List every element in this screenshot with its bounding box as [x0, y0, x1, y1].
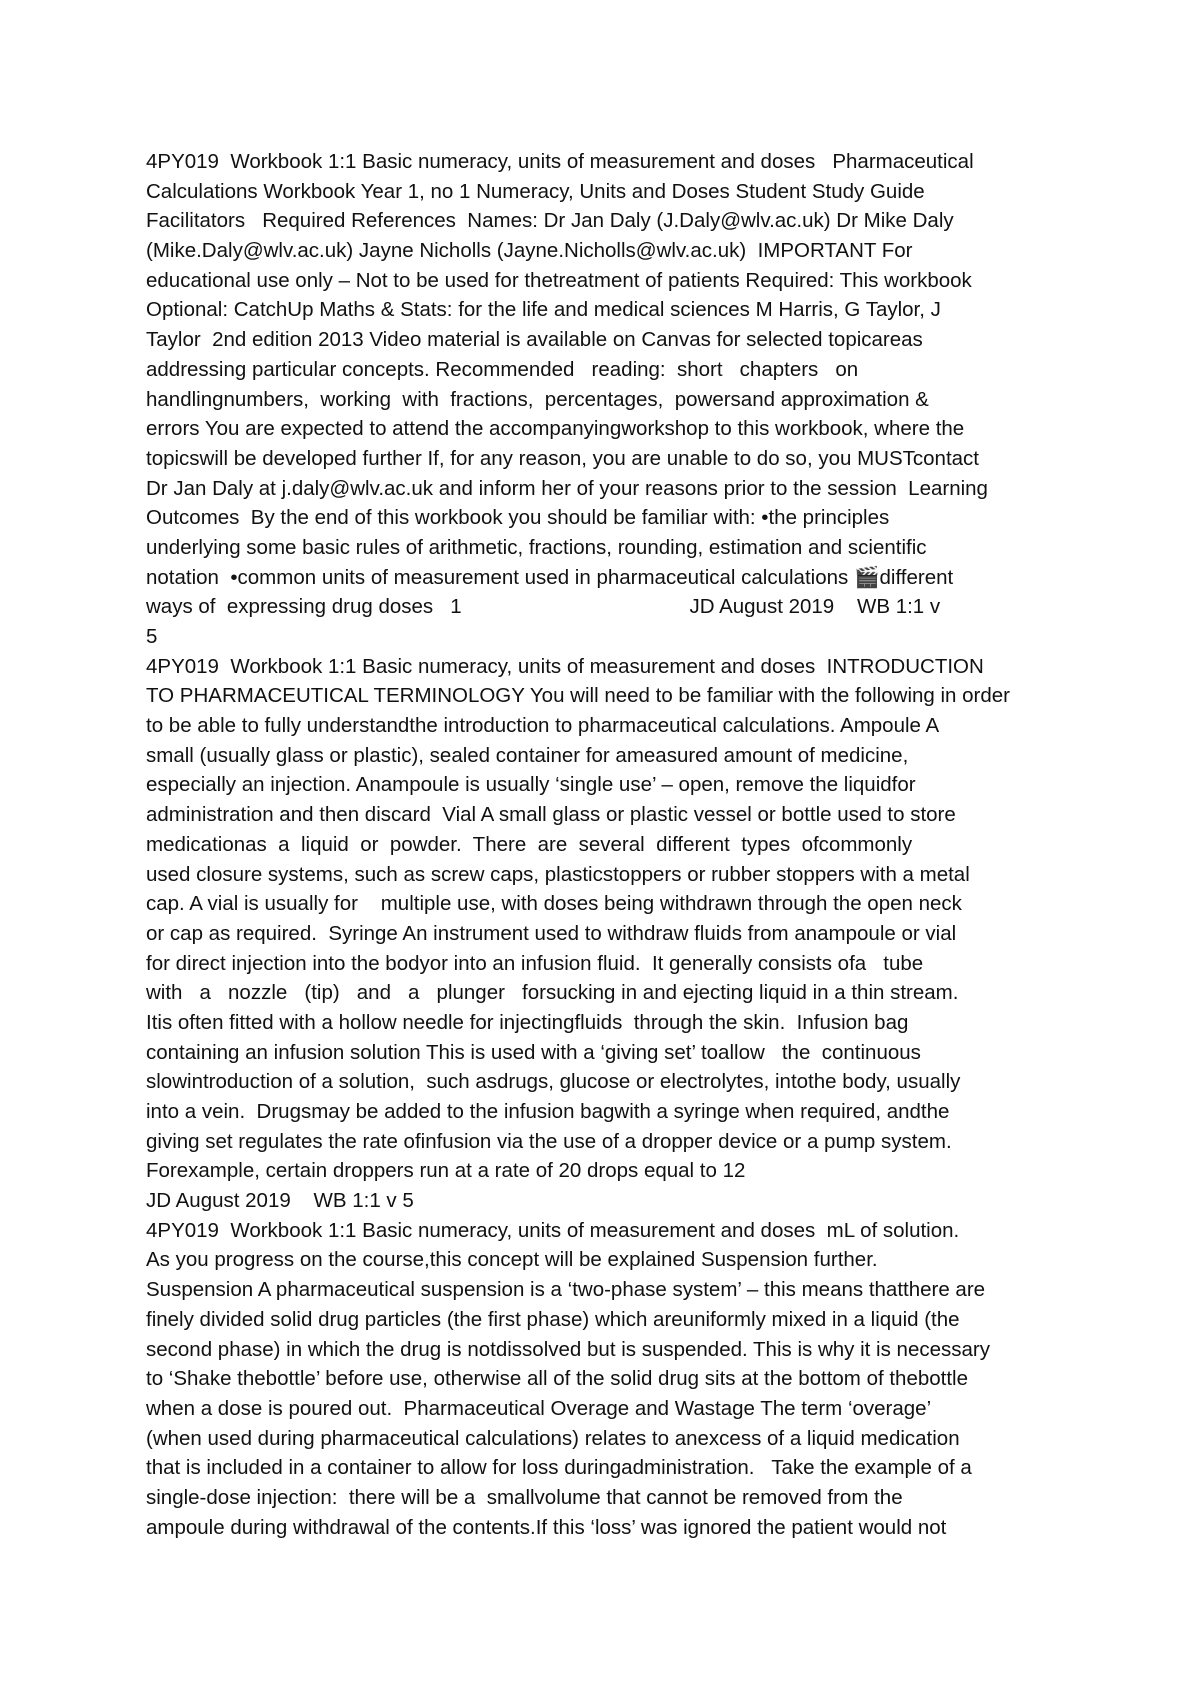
text-line: especially an injection. Anampoule is usually ‘single use’ – open, remove the liquidfor — [146, 773, 916, 797]
text-line: handlingnumbers, working with fractions, percentages, powersand approximation & — [146, 387, 929, 411]
text-line: cap. A vial is usually for multiple use, with doses being withdrawn through the open neck — [146, 892, 962, 916]
text-line: 5 — [146, 625, 158, 648]
text-line: JD August 2019 WB 1:1 v 5 — [146, 1189, 414, 1213]
text-line: with a nozzle (tip) and a plunger forsucking in and ejecting liquid in a thin stream. — [146, 981, 959, 1005]
text-line: finely divided solid drug particles (the first phase) which areuniformly mixed in a liquid (the — [146, 1307, 960, 1331]
text-line: 4PY019 Workbook 1:1 Basic numeracy, units of measurement and doses Pharmaceutical — [146, 150, 974, 173]
text-line: ampoule during withdrawal of the contents.If this ‘loss’ was ignored the patient would not — [146, 1515, 947, 1539]
text-line: administration and then discard Vial A small glass or plastic vessel or bottle used to store — [146, 803, 956, 827]
text-line: addressing particular concepts. Recommended reading: short chapters on — [146, 357, 859, 381]
text-line: Taylor 2nd edition 2013 Video material is available on Canvas for selected topicareas — [146, 328, 923, 352]
text-line: containing an infusion solution This is used with a ‘giving set’ toallow the continuous — [146, 1040, 921, 1064]
text-line: into a vein. Drugsmay be added to the infusion bagwith a syringe when required, andthe — [146, 1100, 950, 1123]
text-line: for direct injection into the bodyor into an infusion fluid. It generally consists ofa tube — [146, 951, 924, 975]
text-line: Itis often fitted with a hollow needle for injectingfluids through the skin. Infusion bag — [146, 1010, 909, 1034]
text-line: small (usually glass or plastic), sealed container for ameasured amount of medicine, — [146, 743, 909, 767]
text-line: notation •common units of measurement used in pharmaceutical calculations 🎬different — [146, 565, 954, 589]
text-line: slowintroduction of a solution, such asdrugs, glucose or electrolytes, intothe body, usually — [146, 1070, 961, 1094]
text-line: Dr Jan Daly at j.daly@wlv.ac.uk and inform her of your reasons prior to the session Learning — [146, 476, 988, 500]
text-line: TO PHARMACEUTICAL TERMINOLOGY You will need to be familiar with the following in order — [146, 684, 1011, 708]
text-line: underlying some basic rules of arithmetic, fractions, rounding, estimation and scientific — [146, 535, 927, 559]
text-line: 4PY019 Workbook 1:1 Basic numeracy, units of measurement and doses mL of solution. — [146, 1218, 960, 1242]
text-line: to be able to fully understandthe introduction to pharmaceutical calculations. Ampoule A — [146, 714, 940, 738]
text-line: errors You are expected to attend the accompanyingworkshop to this workbook, where the — [146, 417, 965, 441]
text-line: to ‘Shake thebottle’ before use, otherwise all of the solid drug sits at the bottom of thebottle — [146, 1367, 969, 1391]
text-line: ways of expressing drug doses 1 JD August 2019 WB 1:1 v — [146, 595, 941, 619]
text-line: 4PY019 Workbook 1:1 Basic numeracy, units of measurement and doses INTRODUCTION — [146, 654, 984, 678]
text-line: single-dose injection: there will be a smallvolume that cannot be removed from the — [146, 1485, 903, 1509]
text-line: topicswill be developed further If, for any reason, you are unable to do so, you MUSTcontact — [146, 446, 979, 470]
text-line: (Mike.Daly@wlv.ac.uk) Jayne Nicholls (Jayne.Nicholls@wlv.ac.uk) IMPORTANT For — [146, 239, 913, 263]
text-line: Suspension A pharmaceutical suspension is a ‘two-phase system’ – this means thatthere are — [146, 1278, 986, 1302]
text-line: medicationas a liquid or powder. There are several different types ofcommonly — [146, 832, 913, 856]
text-line: second phase) in which the drug is notdissolved but is suspended. This is why it is necessary — [146, 1337, 990, 1361]
text-line: used closure systems, such as screw caps, plasticstoppers or rubber stoppers with a metal — [146, 862, 970, 886]
text-line: giving set regulates the rate ofinfusion via the use of a dropper device or a pump system. — [146, 1129, 952, 1153]
text-line: Forexample, certain droppers run at a rate of 20 drops equal to 12 — [146, 1159, 746, 1183]
text-line: (when used during pharmaceutical calculations) relates to anexcess of a liquid medication — [146, 1426, 960, 1450]
text-line: Facilitators Required References Names: Dr Jan Daly (J.Daly@wlv.ac.uk) Dr Mike Daly — [146, 209, 954, 233]
text-line: or cap as required. Syringe An instrument used to withdraw fluids from anampoule or vial — [146, 921, 957, 945]
text-line: Outcomes By the end of this workbook you should be familiar with: •the principles — [146, 506, 890, 530]
text-line: Optional: CatchUp Maths & Stats: for the life and medical sciences M Harris, G Taylor, J — [146, 298, 941, 322]
text-line: that is included in a container to allow for loss duringadministration. Take the example of a — [146, 1456, 972, 1480]
text-line: Calculations Workbook Year 1, no 1 Numeracy, Units and Doses Student Study Guide — [146, 179, 925, 203]
text-line: when a dose is poured out. Pharmaceutical Overage and Wastage The term ‘overage’ — [146, 1396, 932, 1420]
text-line: As you progress on the course,this concept will be explained Suspension further. — [146, 1248, 878, 1272]
document-text — [146, 147, 1086, 1542]
text-line: educational use only – Not to be used for thetreatment of patients Required: This workbook — [146, 268, 972, 292]
